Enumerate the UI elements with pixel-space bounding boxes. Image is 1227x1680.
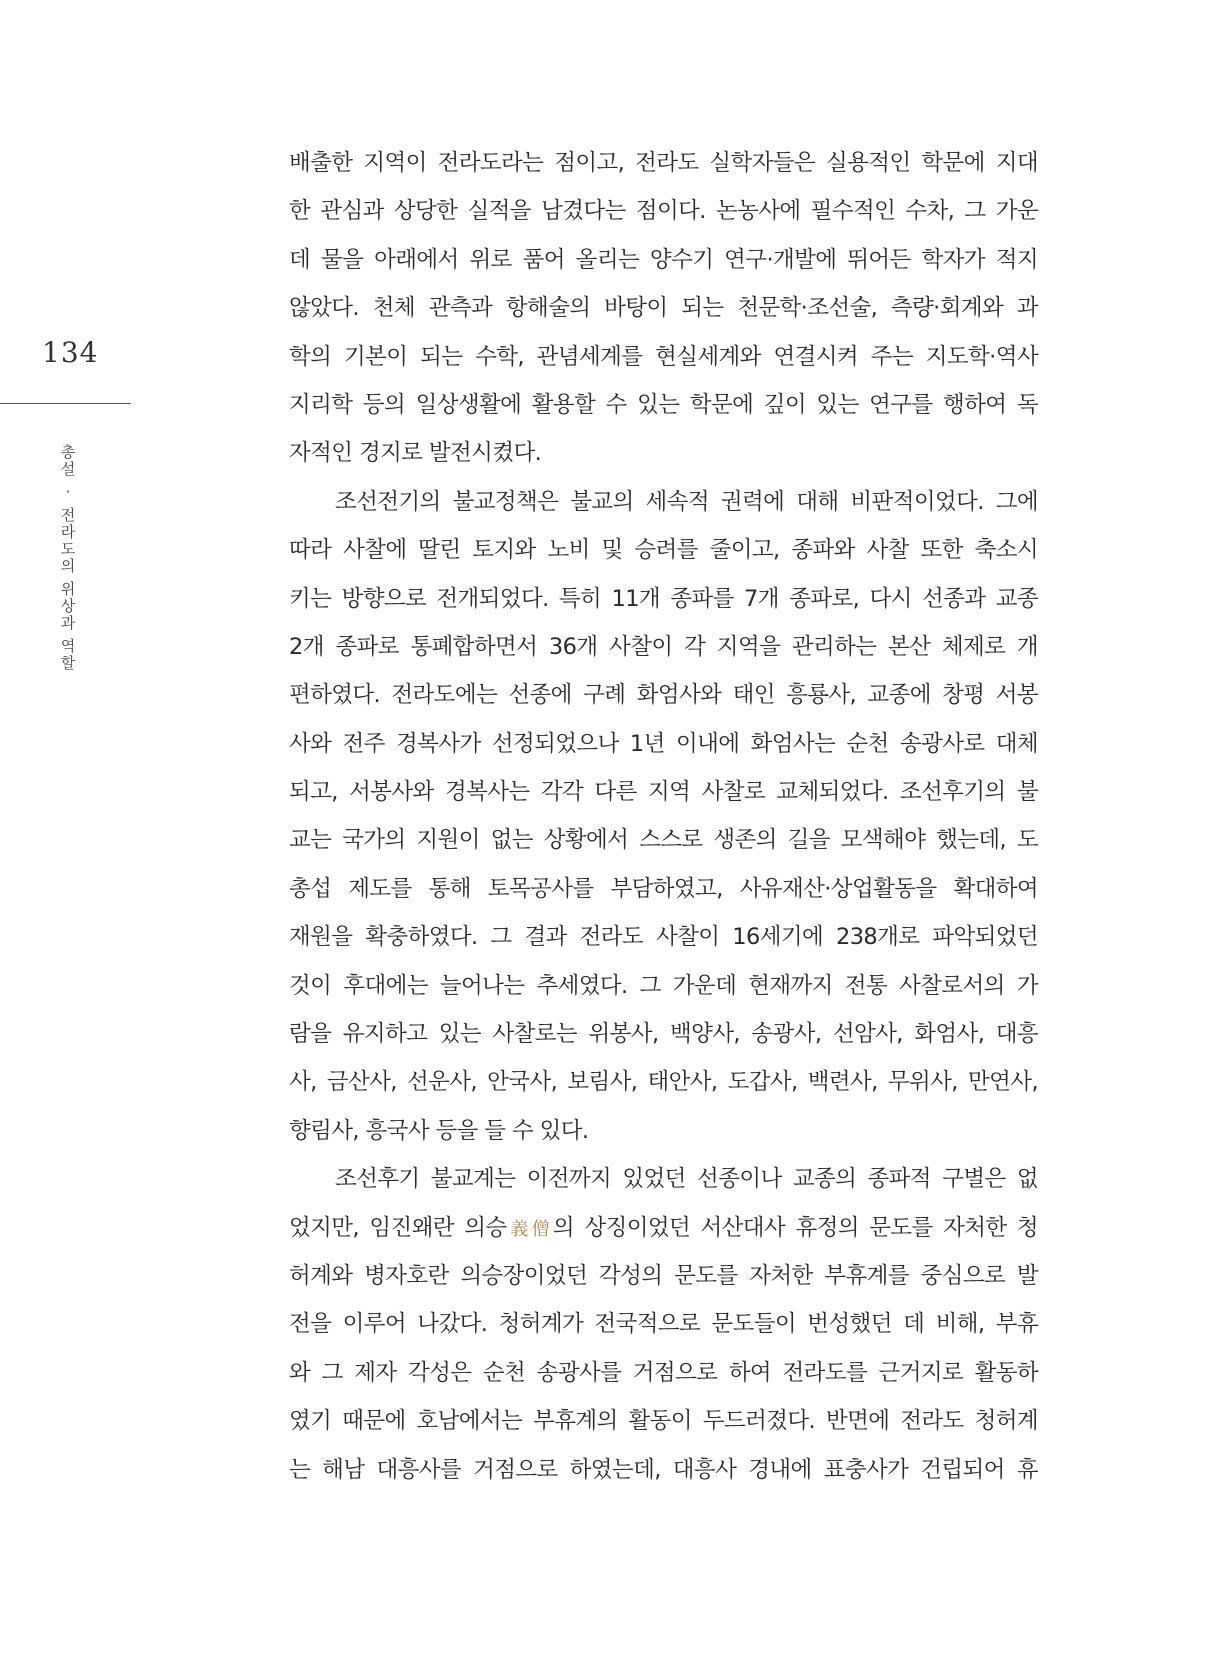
text-segment: 한 관심과 상당한 실적을 남겼다는 점이다. 논농사에 필수적인 수차, 그 가운 — [289, 198, 1038, 225]
running-head-char: 과 — [60, 614, 76, 632]
text-segment: 조선전기의 불교정책은 불교의 세속적 권력에 대해 비판적이었다. 그에 — [335, 488, 1038, 515]
text-segment: 향림사, 흥국사 등을 들 수 있다. — [289, 1117, 589, 1144]
text-line — [289, 1010, 1038, 1058]
text-line — [289, 962, 1038, 1010]
text-segment: 였기 때문에 호남에서는 부휴계의 활동이 두드러졌다. 반면에 전라도 청허계 — [289, 1408, 1038, 1435]
text-line — [289, 284, 1038, 332]
text-line — [289, 1107, 1038, 1155]
running-head-char: 할 — [60, 654, 76, 672]
text-line — [289, 1300, 1038, 1348]
text-segment: 의 상징이었던 서산대사 휴정의 문도를 자처한 청 — [552, 1214, 1038, 1241]
text-segment: 조선후기 불교계는 이전까지 있었던 선종이나 교종의 종파적 구별은 없 — [335, 1166, 1038, 1193]
text-line — [289, 236, 1038, 284]
paragraph — [289, 478, 1038, 1155]
text-segment: 교는 국가의 지원이 없는 상황에서 스스로 생존의 길을 모색해야 했는데, 도 — [289, 827, 1038, 854]
running-head-char: 도 — [60, 540, 76, 558]
text-line — [289, 1446, 1038, 1494]
running-head-char: 위 — [60, 580, 76, 598]
running-head-char: · — [65, 483, 71, 501]
running-head-char: 라 — [60, 523, 76, 541]
text-line — [289, 720, 1038, 768]
text-segment: 않았다. 천체 관측과 항해술의 바탕이 되는 천문학·조선술, 측량·회계와 과 — [289, 295, 1038, 322]
text-line — [289, 526, 1038, 574]
text-segment: 따라 사찰에 딸린 토지와 노비 및 승려를 줄이고, 종파와 사찰 또한 축소시 — [289, 537, 1038, 564]
text-segment: 지리학 등의 일상생활에 활용할 수 있는 학문에 깊이 있는 연구를 행하여 독 — [289, 391, 1038, 418]
running-head-char: 상 — [60, 597, 76, 615]
running-head-char: 의 — [60, 557, 76, 575]
text-segment: 람을 유지하고 있는 사찰로는 위봉사, 백양사, 송광사, 선암사, 화엄사, 대흥 — [289, 1021, 1038, 1048]
text-line — [289, 187, 1038, 235]
text-segment: 허계와 병자호란 의승장이었던 각성의 문도를 자처한 부휴계를 중심으로 발 — [289, 1262, 1038, 1289]
text-line — [289, 139, 1038, 187]
text-line — [289, 1397, 1038, 1445]
text-segment: 와 그 제자 각성은 순천 송광사를 거점으로 하여 전라도를 근거지로 활동하 — [289, 1359, 1038, 1386]
running-head — [56, 444, 80, 672]
page-number: 134 — [42, 336, 99, 369]
text-line — [289, 478, 1038, 526]
text-segment: 었지만, 임진왜란 의승 — [289, 1214, 507, 1241]
text-line — [289, 816, 1038, 864]
text-line — [289, 671, 1038, 719]
text-line — [289, 865, 1038, 913]
text-segment: 편하였다. 전라도에는 선종에 구례 화엄사와 태인 흥룡사, 교종에 창평 서봉 — [289, 682, 1038, 709]
text-line — [289, 1155, 1038, 1203]
text-segment: 데 물을 아래에서 위로 품어 올리는 양수기 연구·개발에 뛰어든 학자가 적지 — [289, 246, 1038, 273]
text-segment: 재원을 확충하였다. 그 결과 전라도 사찰이 16세기에 238개로 파악되었던 — [289, 924, 1038, 951]
text-segment: 학의 기본이 되는 수학, 관념세계를 현실세계와 연결시켜 주는 지도학·역사 — [289, 343, 1038, 370]
text-line — [289, 1349, 1038, 1397]
hanja-gloss: 義僧 — [506, 1218, 553, 1240]
margin-divider — [0, 403, 131, 404]
running-head-char: 전 — [60, 506, 76, 524]
text-segment: 자적인 경지로 발전시켰다. — [289, 440, 542, 467]
text-line — [289, 1204, 1038, 1252]
paragraph — [289, 139, 1038, 478]
text-line — [289, 1058, 1038, 1106]
running-head-char: 총 — [60, 443, 76, 461]
text-line — [289, 1252, 1038, 1300]
running-head-char: 설 — [60, 460, 76, 478]
text-line — [289, 913, 1038, 961]
text-segment: 는 해남 대흥사를 거점으로 하였는데, 대흥사 경내에 표충사가 건립되어 휴 — [289, 1456, 1038, 1483]
text-segment: 키는 방향으로 전개되었다. 특히 11개 종파를 7개 종파로, 다시 선종과 교종 — [289, 585, 1038, 612]
text-line — [289, 575, 1038, 623]
text-segment: 전을 이루어 나갔다. 청허계가 전국적으로 문도들이 번성했던 데 비해, 부휴 — [289, 1311, 1038, 1338]
text-line — [289, 429, 1038, 477]
text-line — [289, 768, 1038, 816]
text-segment: 총섭 제도를 통해 토목공사를 부담하였고, 사유재산·상업활동을 확대하여 — [289, 875, 1038, 902]
running-head-char: 역 — [60, 637, 76, 655]
text-segment: 되고, 서봉사와 경복사는 각각 다른 지역 사찰로 교체되었다. 조선후기의 불 — [289, 779, 1038, 806]
text-segment: 2개 종파로 통폐합하면서 36개 사찰이 각 지역을 관리하는 본산 체제로 개 — [289, 633, 1038, 660]
text-segment: 사와 전주 경복사가 선정되었으나 1년 이내에 화엄사는 순천 송광사로 대체 — [289, 730, 1038, 757]
text-segment: 사, 금산사, 선운사, 안국사, 보림사, 태안사, 도갑사, 백련사, 무위사, 만연사, — [289, 1069, 1038, 1096]
text-line — [289, 381, 1038, 429]
text-line — [289, 623, 1038, 671]
text-line — [289, 333, 1038, 381]
text-segment: 배출한 지역이 전라도라는 점이고, 전라도 실학자들은 실용적인 학문에 지대 — [289, 150, 1038, 176]
paragraph — [289, 1155, 1038, 1494]
body-text — [289, 139, 1038, 1494]
text-segment: 것이 후대에는 늘어나는 추세였다. 그 가운데 현재까지 전통 사찰로서의 가 — [289, 972, 1038, 999]
